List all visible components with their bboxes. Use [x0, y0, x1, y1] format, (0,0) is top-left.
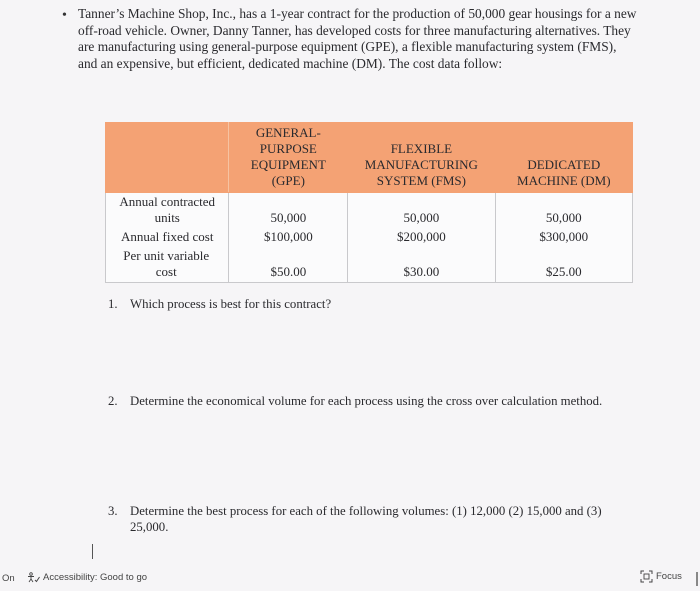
bullet-icon: •	[62, 8, 67, 23]
status-bar	[0, 568, 700, 591]
accessibility-label: Accessibility: Good to go	[43, 572, 148, 583]
table-header-blank	[106, 123, 229, 193]
focus-button[interactable]	[640, 570, 682, 583]
intro-paragraph: Tanner’s Machine Shop, Inc., has a 1-year contract for the production of 50,000 gear housings for a new off-road vehicle. Owner, Danny Tanner, has developed costs for three manufacturing alternatives. They are manufacturing using general-purpose equipment (GPE), a flexible manufacturing system (FMS), and an expensive, but efficient, dedicated machine (DM). The cost data follow:	[78, 6, 637, 71]
cost-table	[105, 122, 633, 283]
table-header-row	[106, 123, 633, 193]
table-cell: $100,000	[229, 228, 348, 247]
question-text: Determine the best process for each of the following volumes: (1) 12,000 (2) 15,000 and (3) 25,000.	[130, 504, 602, 534]
table-cell: $300,000	[495, 228, 632, 247]
focus-icon	[640, 570, 653, 583]
focus-label: Focus	[656, 571, 682, 582]
accessibility-icon	[27, 572, 40, 583]
table-cell: 50,000	[495, 193, 632, 229]
question-1	[108, 296, 331, 312]
table-cell: $25.00	[495, 247, 632, 283]
accessibility-status[interactable]	[27, 572, 147, 583]
status-bar-cut-text: On	[2, 573, 15, 584]
question-text: Determine the economical volume for each process using the cross over calculation method.	[130, 394, 603, 408]
table-header-dm: DEDICATED MACHINE (DM)	[495, 123, 632, 193]
question-3	[108, 503, 628, 535]
question-number: 2.	[108, 394, 118, 408]
table-row	[106, 193, 633, 229]
row-label: Annual fixed cost	[106, 228, 229, 247]
edge-mark	[696, 572, 698, 586]
row-label: Per unit variable cost	[106, 247, 229, 283]
question-number: 1.	[108, 297, 118, 311]
table-header-gpe: GENERAL-PURPOSE EQUIPMENT (GPE)	[229, 123, 348, 193]
table-cell: $200,000	[348, 228, 495, 247]
table-row	[106, 247, 633, 283]
question-2	[108, 393, 608, 409]
table-row	[106, 228, 633, 247]
table-header-fms: FLEXIBLE MANUFACTURING SYSTEM (FMS)	[348, 123, 495, 193]
table-cell: 50,000	[229, 193, 348, 229]
table-cell: 50,000	[348, 193, 495, 229]
question-number: 3.	[108, 504, 118, 518]
table-cell: $50.00	[229, 247, 348, 283]
text-cursor	[92, 544, 93, 559]
question-text: Which process is best for this contract?	[130, 297, 332, 311]
row-label: Annual contracted units	[106, 193, 229, 229]
table-cell: $30.00	[348, 247, 495, 283]
